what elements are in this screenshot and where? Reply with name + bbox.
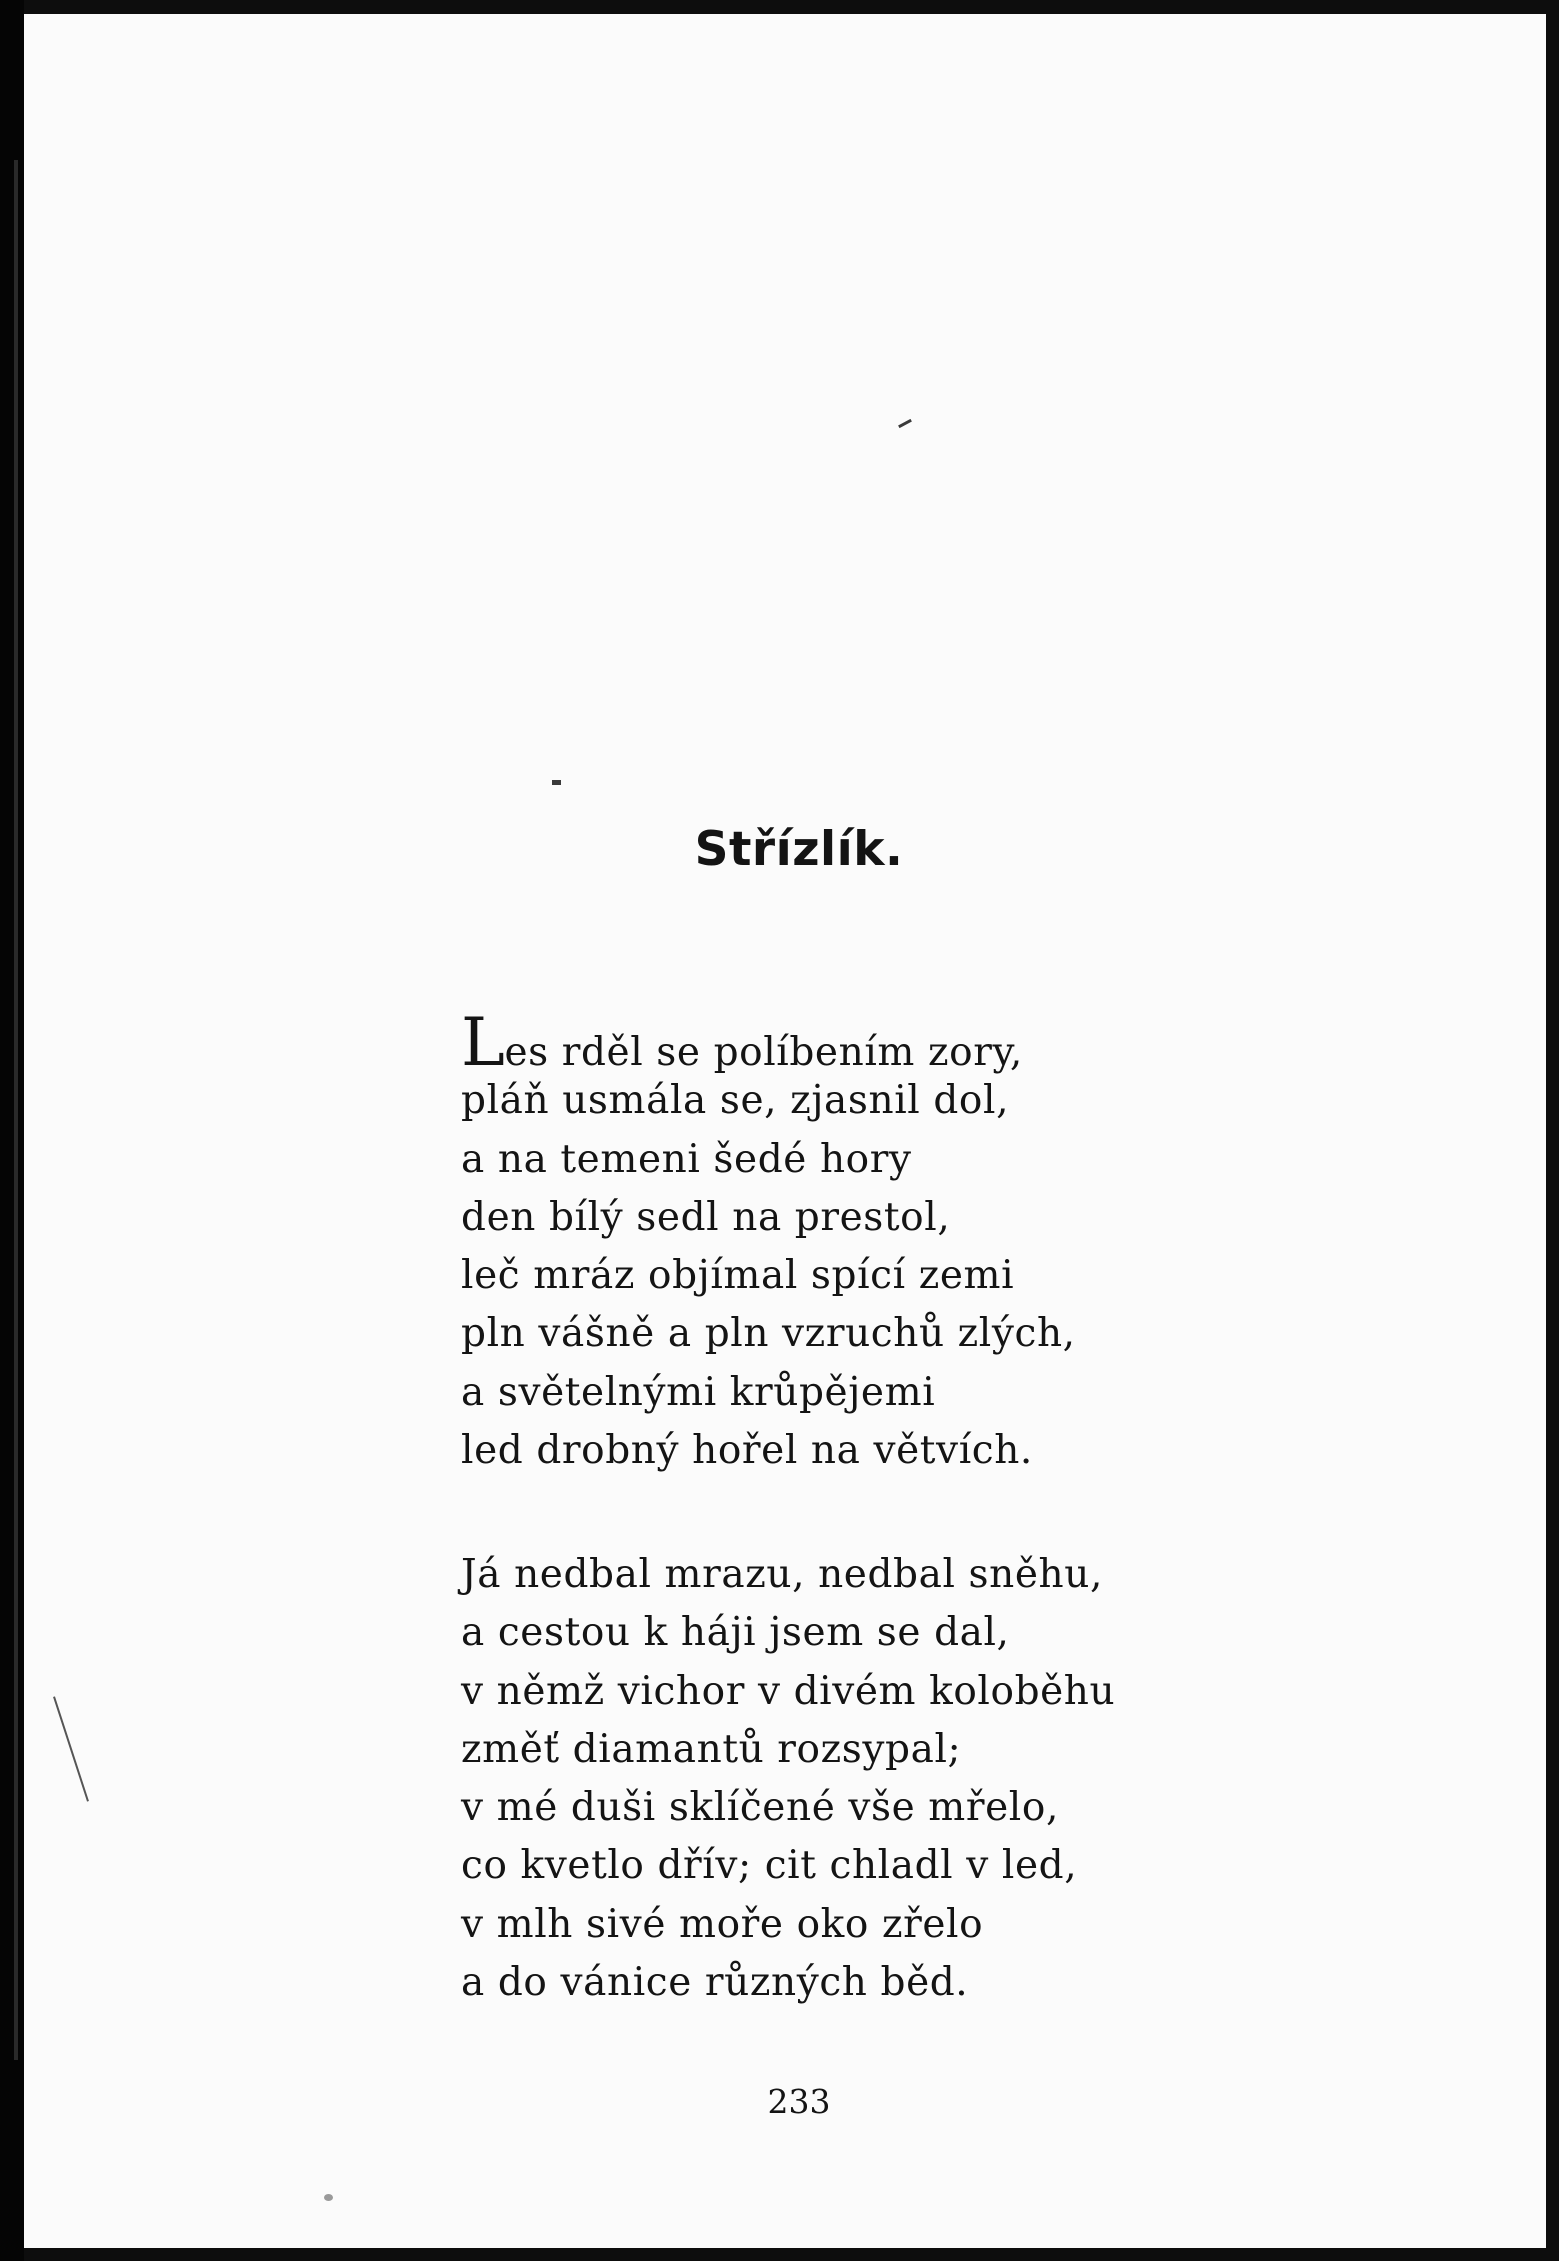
verse-line: led drobný hořel na větvích. <box>461 1428 1033 1474</box>
scan-scratch <box>53 1696 89 1801</box>
verse-line: a na temeni šedé hory <box>461 1136 912 1182</box>
verse-line: a do vánice různých běd. <box>461 1960 969 2006</box>
page-number: 233 <box>767 2082 831 2121</box>
verse-line: pln vášně a pln vzruchů zlých, <box>461 1311 1076 1357</box>
verse-line: v mé duši sklíčené vše mřelo, <box>461 1785 1059 1831</box>
verse-line: leč mráz objímal spící zemi <box>461 1253 1015 1299</box>
verse-line: a světelnými krůpějemi <box>461 1369 936 1415</box>
book-binding-edge <box>0 0 24 2261</box>
verse-line: Já nedbal mrazu, nedbal sněhu, <box>461 1552 1103 1597</box>
drop-initial: L <box>461 1004 506 1081</box>
verse-line: pláň usmála se, zjasnil dol, <box>461 1078 1010 1124</box>
verse-line: den bílý sedl na prestol, <box>461 1194 951 1240</box>
print-speck <box>552 780 561 785</box>
verse-line: co kvetlo dřív; cit chladl v led, <box>461 1843 1078 1889</box>
poem-title: Střízlík. <box>694 822 904 877</box>
verse-line: v mlh sivé moře oko zřelo <box>461 1901 984 1947</box>
verse-line: změť diamantů rozsypal; <box>461 1726 962 1772</box>
verse-line <box>461 1004 1076 1081</box>
binding-crease <box>14 160 18 2060</box>
verse-line: a cestou k háji jsem se dal, <box>461 1610 1010 1656</box>
book-page <box>24 14 1546 2248</box>
print-speck <box>898 419 912 428</box>
stanza-1 <box>461 1004 1076 1480</box>
print-speck <box>324 2194 333 2201</box>
stanza-2 <box>461 1546 1115 2012</box>
verse-line: v němž vichor v divém koloběhu <box>461 1668 1116 1714</box>
verse-text: es rděl se políbením zory, <box>504 1030 1023 1075</box>
